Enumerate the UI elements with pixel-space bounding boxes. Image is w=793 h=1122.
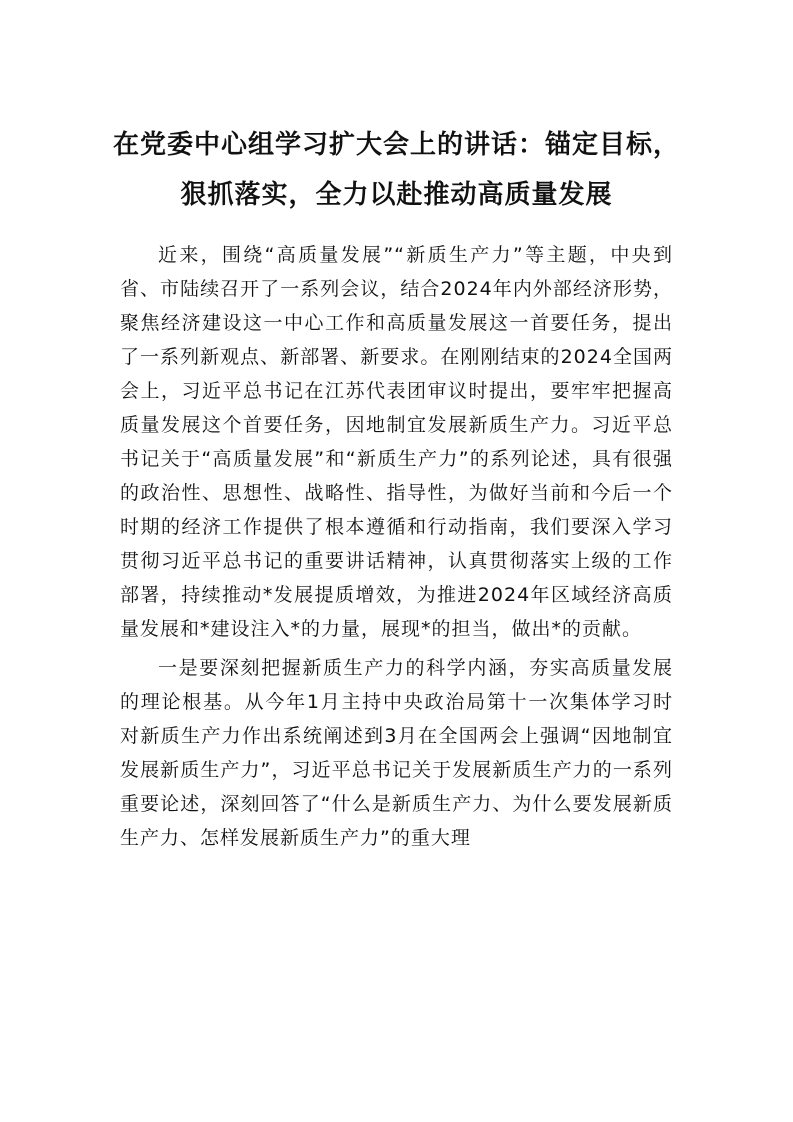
body-paragraph: 近来，围绕“高质量发展”“新质生产力”等主题，中央到省、市陆续召开了一系列会议，结合2024年内外部经济形势，聚焦经济建设这一中心工作和高质量发展这一首要任务，提出了一系列新观点、新部署、新要求。在刚刚结束的2024全国两会上，习近平总书记在江苏代表团审议时提出，要牢牢把握高质量发展这个首要任务，因地制宜发展新质生产力。习近平总书记关于“高质量发展”和“新质生产力”的系列论述，具有很强的政治性、思想性、战略性、指导性，为做好当前和今后一个时期的经济工作提供了根本遵循和行动指南，我们要深入学习贯彻习近平总书记的重要讲话精神，认真贯彻落实上级的工作部署，持续推动*发展提质增效，为推进2024年区域经济高质量发展和*建设注入*的力量，展现*的担当，做出*的贡献。 xyxy=(120,244,673,640)
body-paragraph: 一是要深刻把握新质生产力的科学内涵，夯实高质量发展的理论根基。从今年1月主持中央政治局第十一次集体学习时对新质生产力作出系统阐述到3月在全国两会上强调“因地制宜发展新质生产力”，习近平总书记关于发展新质生产力的一系列重要论述，深刻回答了“什么是新质生产力、为什么要发展新质生产力、怎样发展新质生产力”的重大理 xyxy=(120,657,673,849)
document-body xyxy=(120,238,673,860)
document-title: 在党委中心组学习扩大会上的讲话：锚定目标，狠抓落实，全力以赴推动高质量发展 xyxy=(112,130,680,210)
